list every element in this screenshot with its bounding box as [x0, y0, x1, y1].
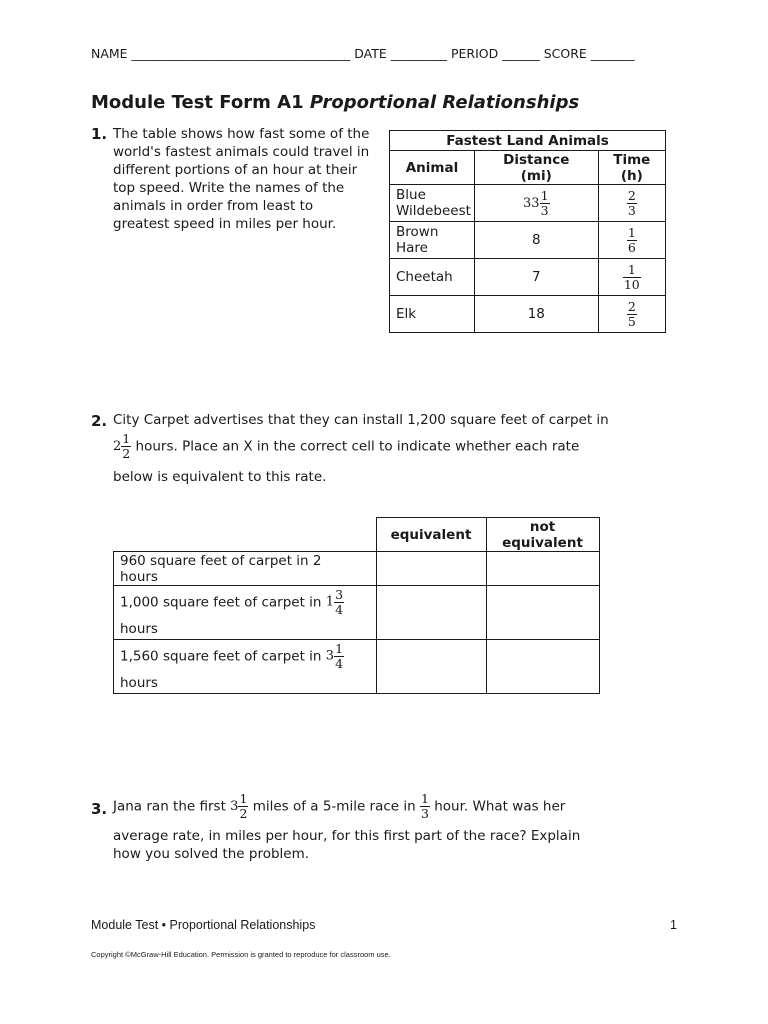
question-3-line-1: [113, 792, 565, 821]
denominator: 5: [627, 313, 636, 329]
animals-table-caption: Fastest Land Animals: [390, 131, 666, 151]
col-header-equivalent: equivalent: [376, 518, 486, 552]
not-equivalent-line: not: [529, 518, 556, 535]
time-cell: [598, 259, 665, 296]
rate-label-text: 1,560 square feet of carpet in: [120, 648, 326, 665]
time-cell: [598, 296, 665, 333]
q1-line: greatest speed in miles per hour.: [113, 216, 337, 232]
student-info-line: NAME ___________________________________ DATE _________ PERIOD ______ SCORE _______: [91, 46, 635, 61]
numerator: 1: [627, 261, 636, 277]
rate-label-text: 1,000 square feet of carpet in: [120, 594, 326, 611]
mixed-number-fraction: [121, 432, 131, 461]
q1-line: The table shows how fast some of the: [113, 126, 370, 142]
q1-line: animals in order from least to: [113, 198, 314, 214]
time-fraction: [623, 263, 641, 292]
rate-label-line: [120, 642, 376, 671]
mixed-number-fraction: [334, 642, 344, 671]
numerator: 1: [122, 431, 131, 446]
animal-name: [390, 185, 475, 222]
empty-corner: [114, 518, 377, 552]
rate-label-line: hours: [120, 621, 158, 637]
question-2-line-3: below is equivalent to this rate.: [113, 469, 327, 485]
copyright-notice: Copyright ©McGraw-Hill Education. Permission is granted to reproduce for classroom use.: [91, 950, 391, 959]
numerator: 1: [335, 641, 344, 656]
animal-name: Cheetah: [390, 259, 475, 296]
numerator: 1: [239, 791, 248, 806]
mixed-number-whole: 1: [325, 594, 335, 610]
q3-text: Jana ran the first: [113, 798, 231, 815]
animal-name: Elk: [390, 296, 475, 333]
distance-fraction: [540, 189, 550, 218]
table-row: [390, 259, 666, 296]
page-title: [91, 92, 579, 113]
table-row: [390, 185, 666, 222]
denominator: 2: [122, 446, 131, 461]
q2-line-2-text: hours. Place an X in the correct cell to indicate whether each rate: [131, 438, 580, 455]
time-cell: [598, 185, 665, 222]
numerator: 2: [627, 187, 636, 203]
rate-label: [114, 586, 377, 640]
question-2-line-2: [113, 432, 579, 461]
not-equivalent-cell[interactable]: [486, 586, 599, 640]
mixed-number-whole: 3: [325, 648, 335, 664]
table-row: [114, 552, 600, 586]
numerator: 1: [540, 187, 549, 203]
numerator: 3: [335, 587, 344, 602]
question-3-line-2: average rate, in miles per hour, for this first part of the race? Explain: [113, 828, 581, 844]
not-equivalent-cell[interactable]: [486, 640, 599, 694]
numerator: 1: [421, 791, 429, 806]
hour-fraction: [420, 792, 430, 821]
mixed-number-fraction: [238, 792, 248, 821]
time-fraction: [627, 226, 637, 255]
rate-label: [114, 552, 377, 586]
q3-text: miles of a 5-mile race in: [248, 798, 420, 815]
q3-text: hour. What was her: [429, 798, 566, 815]
time-unit: (h): [620, 167, 643, 184]
col-header-animal: Animal: [390, 151, 475, 185]
denominator: 3: [421, 806, 429, 821]
col-header-not-equivalent: [486, 518, 599, 552]
rate-label-line: [120, 588, 376, 617]
time-fraction: [627, 189, 637, 218]
table-row: [390, 296, 666, 333]
rate-label: [114, 640, 377, 694]
col-header-time: [598, 151, 665, 185]
denominator: 6: [627, 239, 636, 255]
question-3-line-3: how you solved the problem.: [113, 846, 310, 862]
equivalent-cell[interactable]: [376, 640, 486, 694]
table-row: [390, 222, 666, 259]
denominator: 2: [239, 806, 248, 821]
numerator: 2: [627, 298, 636, 314]
footer-title: Module Test • Proportional Relationships: [91, 918, 316, 932]
denominator: 3: [627, 202, 636, 218]
not-equivalent-line: equivalent: [502, 534, 583, 551]
mixed-number-whole: 3: [230, 799, 239, 814]
question-2-number: 2.: [91, 412, 108, 430]
equivalent-cell[interactable]: [376, 586, 486, 640]
question-2-line-1: City Carpet advertises that they can install 1,200 square feet of carpet in: [113, 412, 609, 428]
title-main: Module Test Form A1: [91, 92, 304, 113]
rate-label-line: hours: [120, 675, 158, 691]
time-cell: [598, 222, 665, 259]
distance-header-line: Distance: [503, 151, 570, 168]
denominator: 4: [335, 656, 344, 671]
animals-table: [389, 130, 666, 333]
distance-whole: 33: [523, 195, 540, 211]
distance-cell: 18: [474, 296, 598, 333]
time-header-line: Time: [613, 151, 651, 168]
title-subtitle: Proportional Relationships: [309, 92, 580, 113]
distance-cell: 8: [474, 222, 598, 259]
q1-line: world's fastest animals could travel in: [113, 144, 370, 160]
denominator: 3: [540, 202, 549, 218]
col-header-distance: [474, 151, 598, 185]
question-1-text: [113, 125, 383, 233]
q1-line: top speed. Write the names of the: [113, 180, 345, 196]
not-equivalent-cell[interactable]: [486, 552, 599, 586]
animal-name-line: Blue: [396, 187, 426, 203]
time-fraction: [627, 300, 637, 329]
q1-line: different portions of an hour at their: [113, 162, 358, 178]
equivalent-cell[interactable]: [376, 552, 486, 586]
distance-cell: 7: [474, 259, 598, 296]
carpet-rate-table: [113, 517, 600, 694]
mixed-number-fraction: [334, 588, 344, 617]
rate-label-line: 960 square feet of carpet in 2: [120, 552, 322, 569]
table-row: [114, 586, 600, 640]
denominator: 4: [335, 602, 344, 617]
animal-name-line: Wildebeest: [396, 203, 471, 219]
animal-name: Brown Hare: [390, 222, 475, 259]
rate-label-line: hours: [120, 568, 158, 585]
denominator: 10: [623, 276, 640, 292]
mixed-number-whole: 2: [113, 439, 122, 454]
table-row: [114, 640, 600, 694]
question-1-number: 1.: [91, 125, 108, 143]
distance-unit: (mi): [520, 167, 552, 184]
question-3-number: 3.: [91, 800, 108, 818]
numerator: 1: [627, 224, 636, 240]
page-number: 1: [670, 918, 677, 932]
distance-cell: [474, 185, 598, 222]
